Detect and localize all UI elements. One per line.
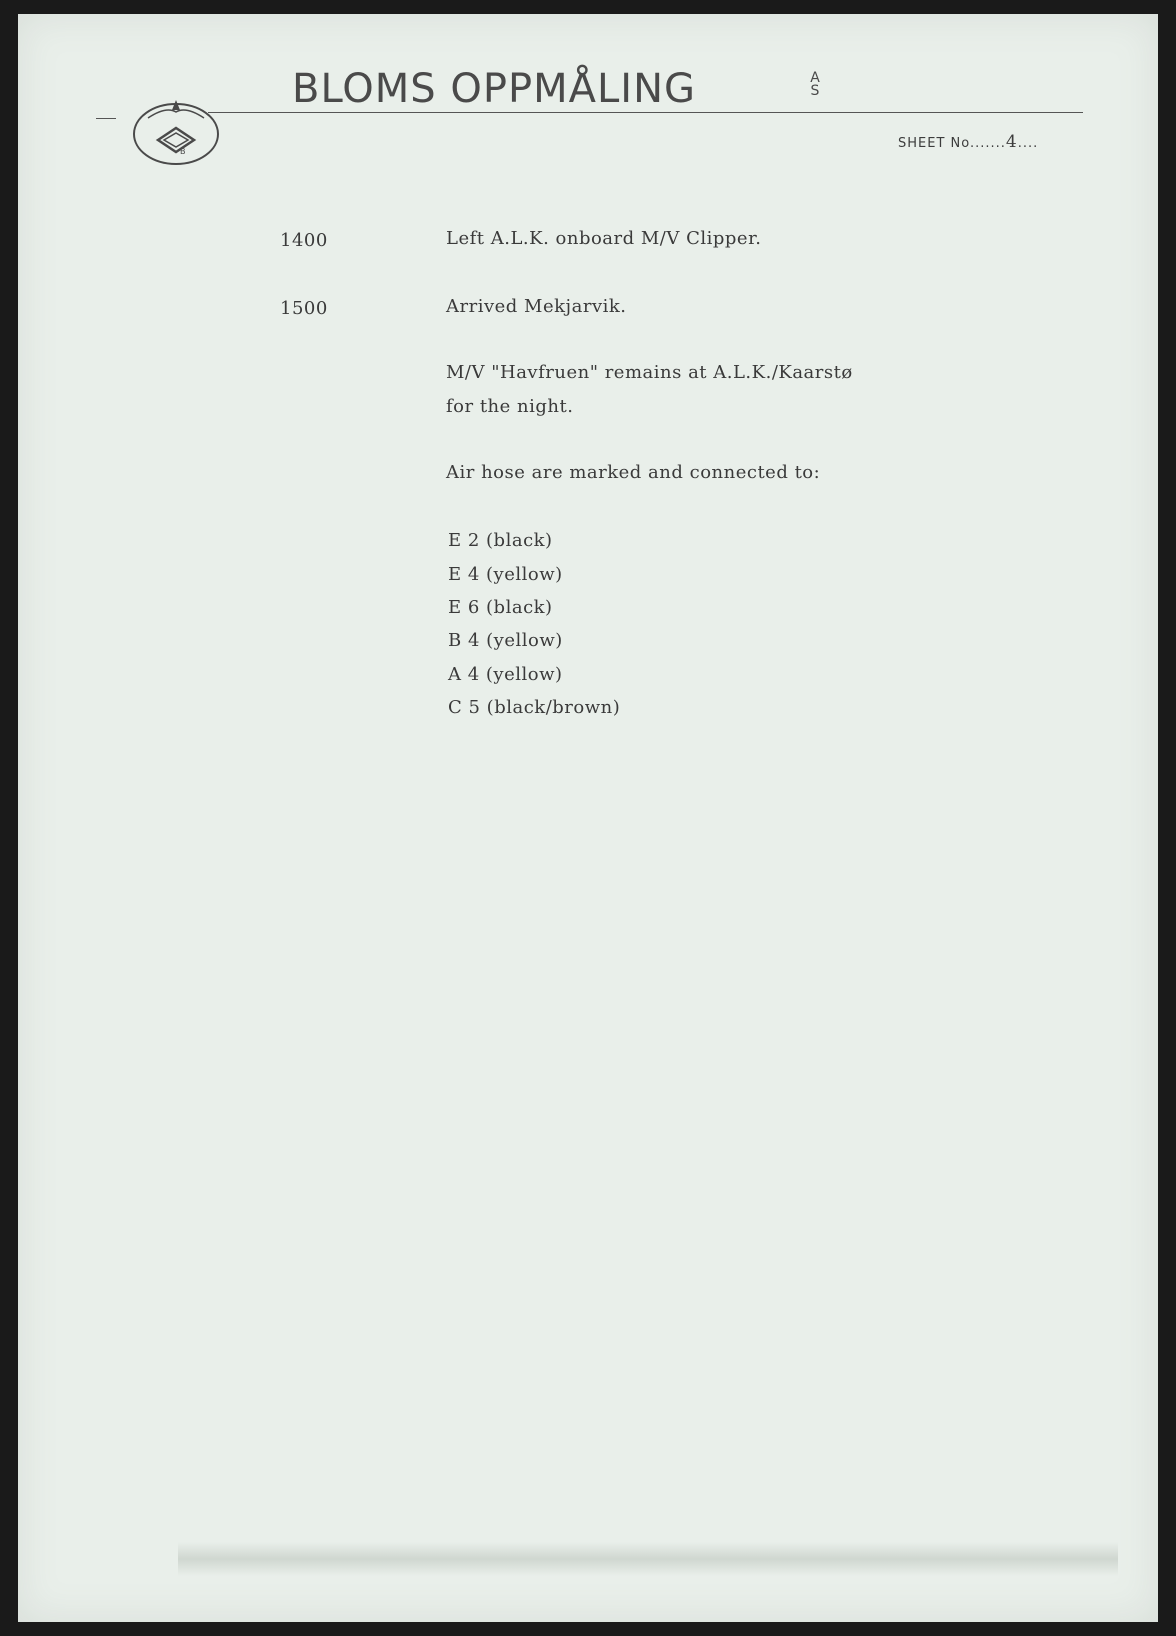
log-time: 1500 (280, 298, 328, 319)
hose-item: B 4 (yellow) (448, 630, 563, 651)
hose-item: C 5 (black/brown) (448, 697, 621, 718)
hose-item: A 4 (yellow) (448, 664, 563, 685)
sheet-dots-before: ...... (975, 136, 1006, 151)
note-line: for the night. (446, 396, 574, 417)
hose-item: E 4 (yellow) (448, 564, 563, 585)
hose-intro: Air hose are marked and connected to: (446, 462, 821, 483)
company-name: BLOMS OPPMÅLING (292, 66, 697, 112)
note-line: M/V "Havfruen" remains at A.L.K./Kaarstø (446, 362, 853, 383)
hose-item: E 6 (black) (448, 597, 553, 618)
header-rule-left (96, 118, 116, 119)
header-rule (208, 112, 1083, 113)
company-suffix-a: A (810, 70, 820, 86)
log-entry: Arrived Mekjarvik. (446, 296, 627, 317)
company-suffix-s: S (810, 83, 820, 99)
log-entry: Left A.L.K. onboard M/V Clipper. (446, 228, 762, 249)
log-time: 1400 (280, 230, 328, 251)
company-logo (118, 96, 228, 172)
sheet-label: SHEET No. (898, 136, 976, 151)
company-suffix (808, 72, 822, 98)
svg-text:B: B (180, 147, 186, 156)
sheet-number-line (898, 132, 1038, 152)
document-page (18, 14, 1158, 1622)
sheet-dots-after: .... (1017, 136, 1039, 151)
hose-item: E 2 (black) (448, 530, 553, 551)
scan-artifact-band (178, 1542, 1118, 1576)
sheet-number: 4 (1005, 132, 1018, 152)
